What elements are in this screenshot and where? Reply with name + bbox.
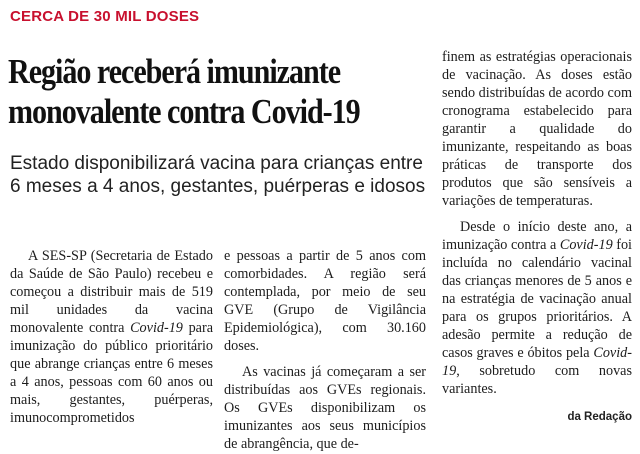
col3-text-b: foi incluída no calendário vacinal das crianças menores de 5 anos e na estratégia de vacinação anual para os grupos prioritários. A adesão permite a redução de casos graves e óbitos pela	[442, 237, 633, 361]
article-column-1	[10, 247, 213, 427]
col3-text-c: , sobretudo com novas variantes.	[442, 363, 632, 397]
subhead-line-2: 6 meses a 4 anos, gestantes, puérperas e idosos	[10, 176, 426, 197]
col1-text-a: A SES-SP (Secretaria de Estado da Saúde de São Paulo) recebeu e começou a distribuir mais de 519 mil unidades da vacina monovalente contra	[10, 248, 213, 336]
headline-line-2: monovalente contra Covid-19	[8, 92, 360, 131]
column-3-paragraph-1: finem as estratégias operacionais de vacinação. As doses estão sendo distribuídas de acordo com cronograma estabelecido para garantir a qualidade do imunizante, respeitando as boas práticas de transporte dos produtos que são sensíveis a variações de temperaturas.	[442, 49, 632, 209]
subhead-line-1: Estado disponibilizará vacina para crianças entre	[10, 153, 423, 174]
article-kicker: CERCA DE 30 MIL DOSES	[10, 8, 200, 25]
headline-line-1: Região receberá imunizante	[8, 52, 341, 91]
article-column-2	[224, 247, 426, 453]
article-subheadline	[10, 152, 428, 198]
column-2-paragraph-1: e pessoas a partir de 5 anos com comorbidades. A região será contemplada, por meio de seu GVE (Grupo de Vigilância Epidemiológica), com 30.160 doses.	[224, 248, 426, 354]
col3-covid-italic-2: Covid-19	[442, 345, 632, 379]
col3-text-a: Desde o início deste ano, a imunização contra a	[442, 219, 632, 253]
column-1-paragraph-1	[10, 247, 213, 427]
column-2-paragraph-2: As vacinas já começaram a ser distribuídas aos GVEs regionais. Os GVEs disponibilizam os imunizantes aos seus municípios de abrangência, que de-	[224, 364, 426, 452]
col1-text-b: para imunização do público prioritário que abrange crianças entre 6 meses a 4 anos, pessoas com 60 anos ou mais, gestantes, puérperas, imunocomprometidos	[10, 320, 213, 426]
column-3-paragraph-2	[442, 218, 632, 398]
article-headline	[8, 52, 369, 132]
article-credit: da Redação	[567, 411, 632, 423]
col3-covid-italic-1: Covid-19	[559, 237, 613, 253]
col1-covid-italic: Covid-19	[130, 320, 183, 336]
article-column-3	[442, 48, 632, 398]
